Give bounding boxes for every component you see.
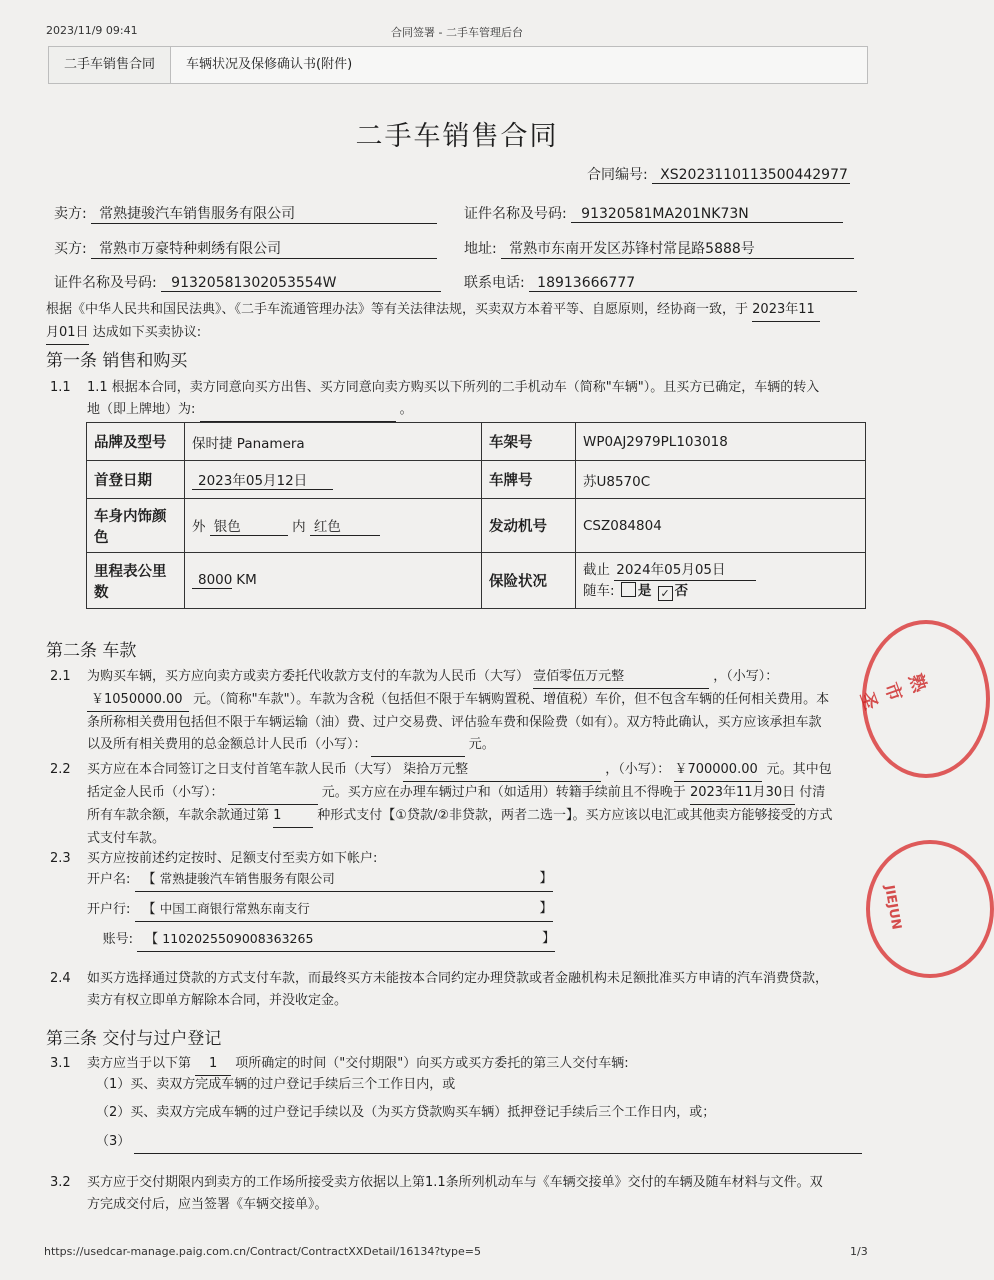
- clause-2-1-text-c: 元。（简称"车款"）。车款为含税（包括但不限于车辆购置税、增值税）车价，但不包含车辆的任何相关费用。本: [193, 692, 830, 707]
- seller-label: 卖方:: [54, 206, 87, 222]
- clause-2-2: [87, 759, 867, 850]
- clause-2-2-text-c: 元。其中包: [766, 762, 832, 777]
- option-2: （2）买、卖双方完成车辆的过户登记手续以及（为买方贷款购买车辆）抵押登记手续后三个工作日内，或；: [96, 1105, 716, 1120]
- clause-2-2-text-f: 付清: [799, 785, 826, 800]
- account-name-label: 开户名:: [87, 872, 131, 887]
- tab-vehicle-condition[interactable]: 车辆状况及保修确认书(附件): [186, 57, 353, 72]
- option-1: （1）买、卖双方完成车辆的过户登记手续后三个工作日内，或: [96, 1077, 456, 1092]
- buyer-row: [54, 238, 437, 259]
- clause-1-1-text: 1.1 根据本合同，卖方同意向买方出售、买方同意向卖方购买以下所列的二手机动车（简称"车辆"）。且买方已确定，车辆的转入: [87, 380, 820, 395]
- account-name-row: [87, 868, 553, 892]
- account-no: 1102025509008363265: [162, 931, 314, 946]
- tab-bar: [48, 46, 868, 84]
- intro-date-a: 2023年11: [752, 299, 820, 322]
- exterior-label: 外: [192, 519, 206, 535]
- section-1-title: 第一条 销售和购买: [46, 351, 188, 371]
- buyer-name: 常熟市万豪特种刺绣有限公司: [91, 238, 437, 259]
- table-row: [87, 461, 866, 499]
- delivery-option: 1: [195, 1053, 231, 1076]
- contract-no-label: 合同编号:: [587, 167, 648, 183]
- intro-paragraph: [46, 299, 868, 345]
- clause-2-2-text-b: ，（小写）：: [605, 762, 671, 777]
- buyer-id: 91320581302053554W: [161, 275, 441, 292]
- brand-label: 品牌及型号: [87, 423, 185, 461]
- brand-value: 保时捷 Panamera: [185, 423, 482, 461]
- seller-row: [54, 203, 437, 224]
- print-datetime: 2023/11/9 09:41: [46, 24, 138, 37]
- seal-text-top: 熟市 圣: [855, 671, 931, 713]
- option-3: （3）: [96, 1134, 131, 1149]
- clause-2-4-text-b: 卖方有权立即单方解除本合同，并没收定金。: [87, 993, 348, 1008]
- interior-color: 红色: [310, 515, 380, 536]
- no-label: 否: [674, 583, 689, 599]
- clause-2-4-number: 2.4: [50, 971, 71, 986]
- seller-name: 常熟捷骏汽车销售服务有限公司: [91, 203, 437, 224]
- seller-id-label: 证件名称及号码:: [464, 206, 567, 222]
- exterior-color: 银色: [210, 515, 288, 536]
- page-number: 1/3: [850, 1245, 868, 1258]
- contract-no: XS2023110113500442977: [652, 167, 850, 184]
- section-3-title: 第三条 交付与过户登记: [46, 1029, 222, 1049]
- phone-label: 联系电话:: [464, 275, 525, 291]
- clause-1-1-end: 。: [399, 402, 413, 417]
- bracket-open: 【: [145, 932, 159, 947]
- clause-2-2-text-h: 种形式支付【①贷款/②非贷款，两者二选一】。买方应该以电汇或其他卖方能够接受的方式: [317, 808, 833, 823]
- intro-text-b: 达成如下买卖协议:: [92, 325, 202, 340]
- payment-method: 1: [273, 805, 313, 828]
- seller-id: 91320581MA201NK73N: [571, 206, 843, 223]
- plate-label: 车牌号: [482, 461, 576, 499]
- bracket-close: 】: [539, 901, 553, 916]
- clause-3-2-number: 3.2: [50, 1175, 71, 1190]
- clause-1-1-number: 1.1: [50, 380, 71, 395]
- clause-3-2: [87, 1172, 867, 1216]
- clause-3-1-number: 3.1: [50, 1056, 71, 1071]
- clause-2-1-number: 2.1: [50, 669, 71, 684]
- balance-due-date: 2023年11月30日: [690, 782, 795, 805]
- table-row: [87, 423, 866, 461]
- insurance-until-label: 截止: [583, 562, 610, 578]
- reg-date-label: 首登日期: [87, 461, 185, 499]
- clause-2-1-text-d: 条所称相关费用包括但不限于车辆运输（油）费、过户交易费、评估验车费和保险费（如有）。双方特此确认，买方应该承担车款: [87, 715, 822, 730]
- price-upper: 壹佰零伍万元整: [533, 666, 709, 689]
- engine-value: CSZ084804: [576, 499, 866, 553]
- table-row: [87, 499, 866, 553]
- clause-2-1-text-a: 为购买车辆，买方应向卖方或卖方委托代收款方支付的车款为人民币（大写）: [87, 669, 530, 684]
- yes-label: 是: [637, 583, 652, 599]
- clause-3-1: [87, 1053, 867, 1076]
- page-url: https://usedcar-manage.paig.com.cn/Contract/ContractXXDetail/16134?type=5: [44, 1245, 481, 1258]
- account-name-field: [135, 868, 553, 892]
- clause-2-2-number: 2.2: [50, 762, 71, 777]
- seller-id-row: [464, 203, 843, 223]
- clause-3-1-text-b: 项所确定的时间（"交付期限"）向买方或买方委托的第三人交付车辆:: [235, 1056, 629, 1071]
- clause-1-1: [87, 377, 867, 422]
- clause-2-3-number: 2.3: [50, 851, 71, 866]
- bracket-open: 【: [142, 872, 156, 887]
- clause-2-2-text-a: 买方应在本合同签订之日支付首笔车款人民币（大写）: [87, 762, 400, 777]
- checkbox-yes: [621, 582, 636, 597]
- reg-date-value: 2023年05月12日: [192, 469, 333, 490]
- intro-date-b: 月01日: [46, 322, 89, 345]
- bank-row: [87, 898, 553, 922]
- phone-row: [464, 272, 857, 292]
- clause-2-1-text-e: 以及所有相关费用的总金额总计人民币（小写）：: [87, 737, 367, 752]
- insurance-until: 2024年05月05日: [614, 560, 756, 581]
- seal-text-bottom: JIEJUN: [881, 884, 904, 931]
- clause-2-4-text-a: 如买方选择通过贷款的方式支付车款，而最终买方未能按本合同约定办理贷款或者金融机构未足额批准买方申请的汽车消费贷款，: [87, 971, 829, 986]
- mileage-cell: [185, 553, 482, 609]
- account-no-field: [137, 928, 555, 952]
- buyer-label: 买方:: [54, 241, 87, 257]
- plate-value: 苏U8570C: [576, 461, 866, 499]
- option-3-row: [96, 1131, 862, 1154]
- insurance-cell: [576, 553, 866, 609]
- clause-1-1-text-b: 地（即上牌地）为:: [87, 402, 196, 417]
- clause-2-2-text-i: 式支付车款。: [87, 831, 166, 846]
- total-blank: [371, 734, 465, 757]
- clause-2-3-text: 买方应按前述约定按时、足额支付至卖方如下帐户:: [87, 851, 378, 866]
- first-payment-lower: ￥700000.00: [674, 759, 762, 782]
- engine-label: 发动机号: [482, 499, 576, 553]
- clause-3-2-text-a: 买方应于交付期限内到卖方的工作场所接受卖方依据以上第1.1条所列机动车与《车辆交接单》交付的车辆及随车材料与文件。双: [87, 1175, 823, 1190]
- clause-2-2-text-g: 所有车款余额，车款余款通过第: [87, 808, 270, 823]
- address-label: 地址:: [464, 241, 497, 257]
- mileage-label: 里程表公里数: [87, 553, 185, 609]
- destination-blank: [200, 399, 396, 422]
- doc-title: 二手车销售合同: [355, 121, 559, 152]
- tab-sales-contract[interactable]: 二手车销售合同: [49, 47, 171, 83]
- insurance-follow-label: 随车:: [583, 583, 615, 599]
- phone: 18913666777: [529, 275, 857, 292]
- clause-2-2-text-e: 元。买方应在办理车辆过户和（如适用）转籍手续前且不得晚于: [321, 785, 686, 800]
- interior-label: 内: [292, 519, 306, 535]
- account-no-label: 账号:: [102, 932, 133, 947]
- clause-2-4: [87, 968, 867, 1012]
- bracket-open: 【: [142, 902, 156, 917]
- account-no-row: [87, 928, 555, 952]
- price-lower: ￥1050000.00: [87, 689, 189, 712]
- mileage-unit: KM: [236, 572, 257, 588]
- checkbox-no: ✓: [658, 586, 673, 601]
- bank-label: 开户行:: [87, 902, 131, 917]
- buyer-id-label: 证件名称及号码:: [54, 275, 157, 291]
- clause-3-2-text-b: 方完成交付后，应当签署《车辆交接单》。: [87, 1197, 328, 1212]
- clause-2-1-text-b: ，（小写）：: [713, 669, 779, 684]
- contract-no-row: [587, 164, 850, 184]
- bracket-close: 】: [542, 931, 556, 946]
- option-3-blank: [134, 1131, 862, 1154]
- intro-text-a: 根据《中华人民共和国民法典》、《二手车流通管理办法》等有关法律法规，买卖双方本着平等、自愿原则，经协商一致，于: [46, 302, 749, 317]
- vehicle-table: [86, 422, 866, 609]
- section-2-title: 第二条 车款: [46, 641, 137, 661]
- reg-date-cell: [185, 461, 482, 499]
- bank-name: 中国工商银行常熟东南支行: [159, 901, 310, 916]
- clause-2-1: [87, 666, 867, 757]
- address: 常熟市东南开发区苏锋村常昆路5888号: [501, 238, 854, 259]
- account-name: 常熟捷骏汽车销售服务有限公司: [159, 871, 335, 886]
- bank-field: [135, 898, 553, 922]
- vin-label: 车架号: [482, 423, 576, 461]
- mileage-value: 8000: [192, 572, 232, 589]
- bracket-close: 】: [539, 871, 553, 886]
- clause-3-1-text-a: 卖方应当于以下第: [87, 1056, 192, 1071]
- color-cell: [185, 499, 482, 553]
- vin-value: WP0AJ2979PL103018: [576, 423, 866, 461]
- clause-2-2-text-d: 括定金人民币（小写）：: [87, 785, 224, 800]
- address-row: [464, 238, 854, 259]
- first-payment-upper: 柒拾万元整: [403, 759, 601, 782]
- deposit-blank: [228, 782, 318, 805]
- table-row: [87, 553, 866, 609]
- buyer-id-row: [54, 272, 441, 292]
- clause-2-1-text-f: 元。: [468, 737, 495, 752]
- insurance-label: 保险状况: [482, 553, 576, 609]
- page-title: 合同签署 - 二手车管理后台: [391, 26, 523, 39]
- color-label: 车身内饰颜色: [87, 499, 185, 553]
